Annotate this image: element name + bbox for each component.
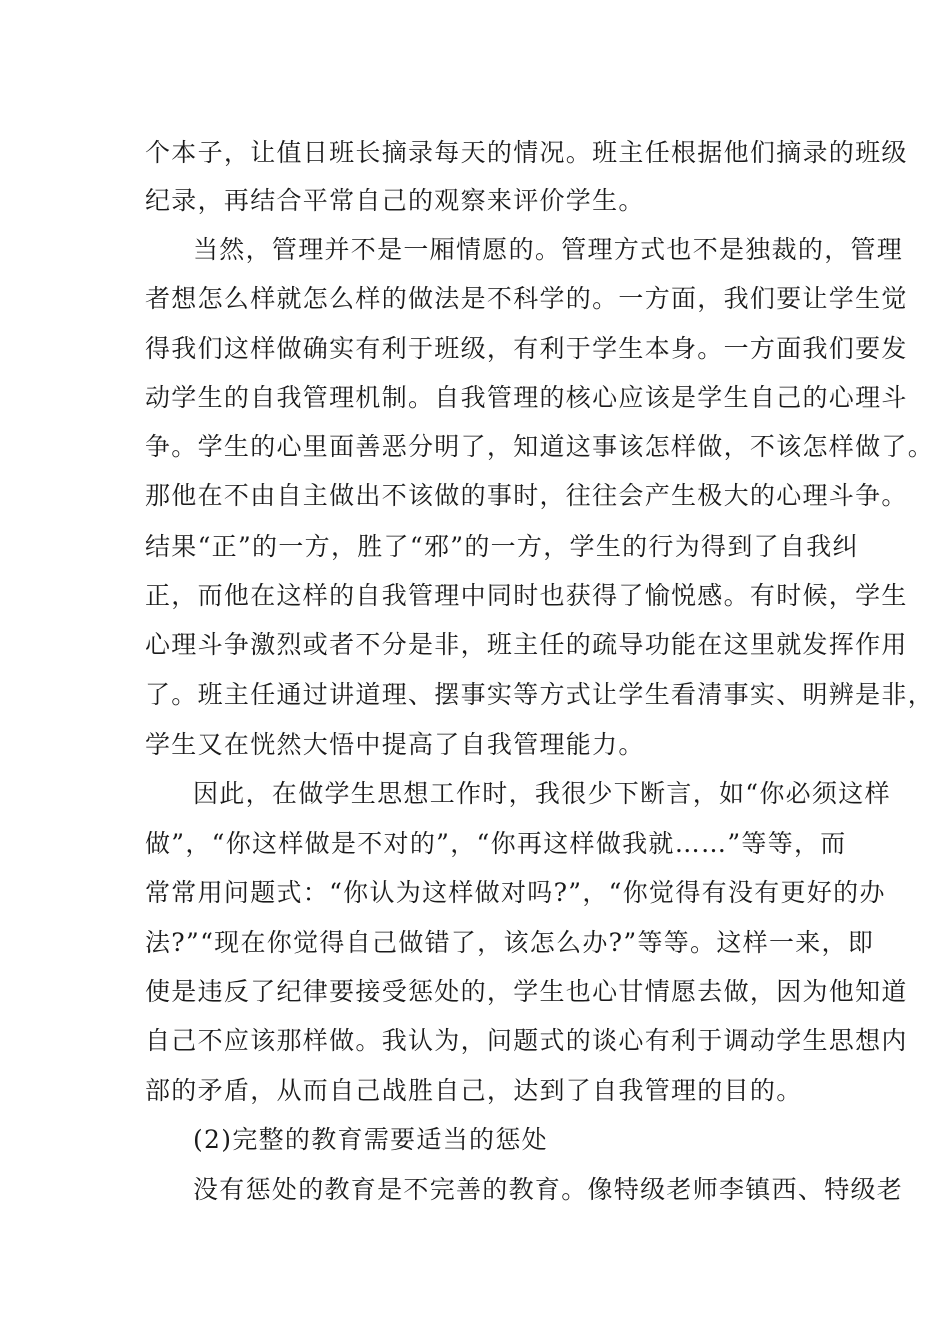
text-line: 自己不应该那样做。我认为，问题式的谈心有利于调动学生思想内 xyxy=(145,1026,908,1055)
text-line: 个本子，让值日班长摘录每天的情况。班主任根据他们摘录的班级 xyxy=(145,138,908,167)
section-heading: (2)完整的教育需要适当的惩处 xyxy=(193,1125,548,1154)
text-line: 得我们这样做确实有利于班级，有利于学生本身。一方面我们要发 xyxy=(145,334,908,363)
text-line: 者想怎么样就怎么样的做法是不科学的。一方面，我们要让学生觉 xyxy=(145,284,908,313)
text-line: 心理斗争激烈或者不分是非，班主任的疏导功能在这里就发挥作用 xyxy=(145,630,908,659)
text-line: 了。班主任通过讲道理、摆事实等方式让学生看清事实、明辨是非， xyxy=(145,680,935,709)
text-line: 那他在不由自主做出不该做的事时，往往会产生极大的心理斗争。 xyxy=(145,481,908,510)
text-line: 正，而他在这样的自我管理中同时也获得了愉悦感。有时候，学生 xyxy=(145,581,908,610)
text-line: 常常用问题式：“你认为这样做对吗?”，“你觉得有没有更好的办 xyxy=(145,878,886,907)
text-line: 学生又在恍然大悟中提高了自我管理能力。 xyxy=(145,730,645,759)
text-line: 纪录，再结合平常自己的观察来评价学生。 xyxy=(145,186,645,215)
paragraph-start-line: 当然，管理并不是一厢情愿的。管理方式也不是独裁的，管理 xyxy=(193,235,904,264)
text-line: 做”，“你这样做是不对的”，“你再这样做我就……”等等，而 xyxy=(145,829,847,858)
text-line: 争。学生的心里面善恶分明了，知道这事该怎样做，不该怎样做了。 xyxy=(145,432,935,461)
text-line: 结果“正”的一方，胜了“邪”的一方，学生的行为得到了自我纠 xyxy=(145,532,859,561)
paragraph-start-line: 因此，在做学生思想工作时，我很少下断言，如“你必须这样 xyxy=(193,779,891,808)
text-line: 法?”“现在你觉得自己做错了，该怎么办?”等等。这样一来，即 xyxy=(145,928,875,957)
text-line: 部的矛盾，从而自己战胜自己，达到了自我管理的目的。 xyxy=(145,1076,803,1105)
text-line: 使是违反了纪律要接受惩处的，学生也心甘情愿去做，因为他知道 xyxy=(145,977,908,1006)
text-line: 动学生的自我管理机制。自我管理的核心应该是学生自己的心理斗 xyxy=(145,383,908,412)
paragraph-start-line: 没有惩处的教育是不完善的教育。像特级老师李镇西、特级老 xyxy=(193,1175,904,1204)
